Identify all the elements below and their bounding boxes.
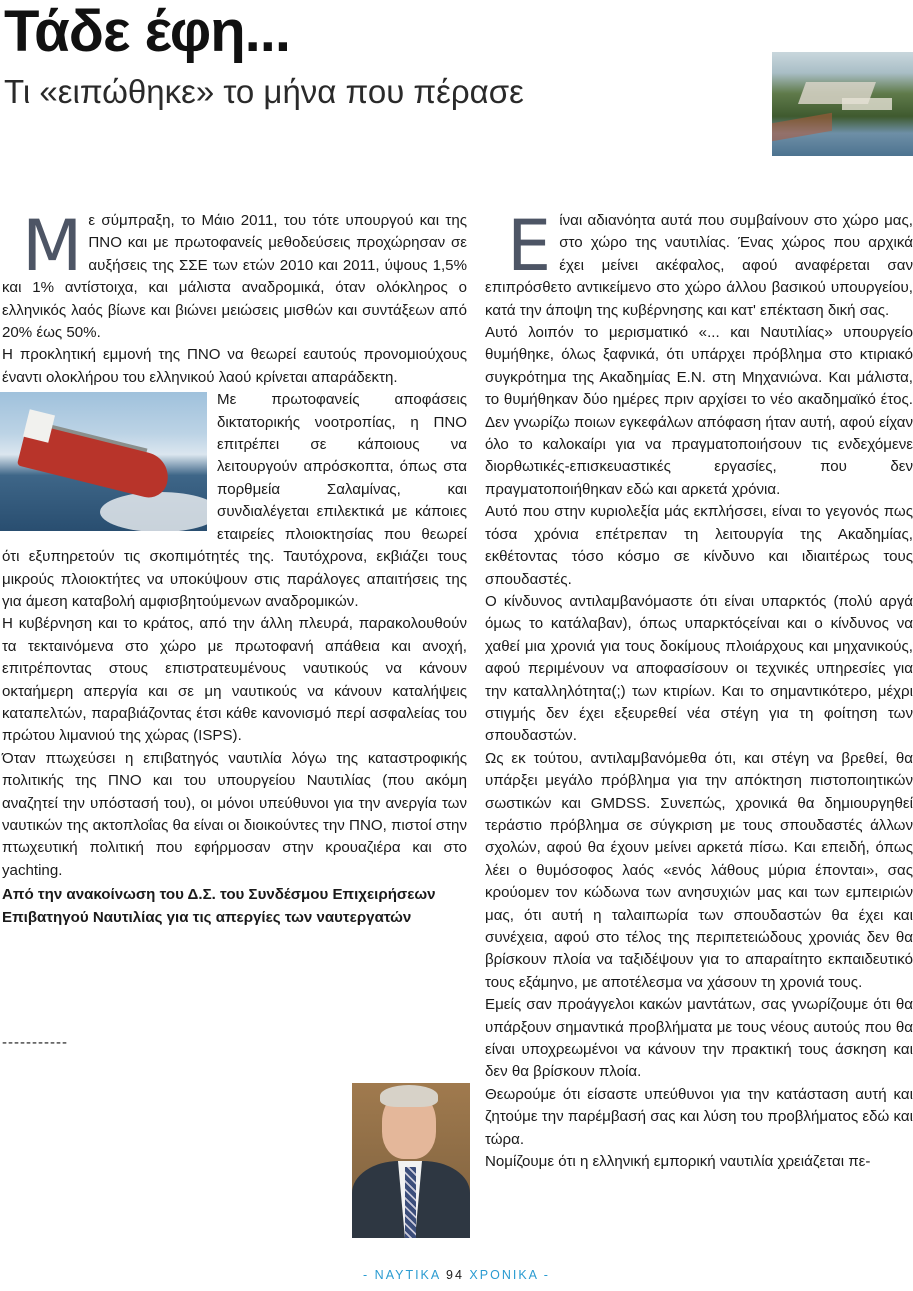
- paragraph: [2, 205, 467, 344]
- paragraph: Ο κίνδυνος αντιλαμβανόμαστε ότι είναι υπαρκτός (πολύ αργά όμως το κατάλαβαν), όπως υπαρκτόςείναι και ο κίνδυνος να χαθεί μια χρονιά για τους δοκίμους πλοιάρχους και μηχανικούς, αφού περιμένουν να αποφασίσουν οι τεχνικές υπηρεσίες για την καταλληλότητα(;) των κτιρίων. Και το σημαντικότερο, μέχρι στιγμής δεν έχει εξευρεθεί νέα στέγη για τη φοίτηση των σπουδαστών.: [485, 592, 913, 745]
- paragraph-text: Με πρωτοφανείς αποφάσεις δικτατορικής νοοτροπίας, η ΠΝΟ επιτρέπει σε κάποιους να λειτουργούν απρόσκοπτα, όπως στα πορθμεία Σαλαμίνας, και συνδιαλέγεται επιλεκτικά με κάποιες εταιρείες πλοιοκτησίας που θεωρεί ότι εξυπηρετούν τις σκοπιμότητές της. Ταυτόχρονα, εκβιάζει τους μικρούς πλοιοκτήτες να υποκύψουν στις παράλογες απαιτήσεις της για άμεση καταβολή αμφισβητούμενων αναδρομικών.: [2, 391, 467, 610]
- page-footer: [0, 1268, 913, 1282]
- paragraph: [2, 389, 467, 613]
- drop-cap: Ε: [507, 205, 552, 287]
- page-number: 94: [446, 1268, 464, 1282]
- paragraph: Εμείς σαν προάγγελοι κακών μαντάτων, σας γνωρίζουμε ότι θα υπάρξουν σημαντικά προβλήματα με τους νέους αυτούς που θα είναι υποχρεωμένοι να κάνουν την πρακτική τους άσκηση και δεν θα βρίσκουν πλοία.: [485, 996, 913, 1081]
- tanker-ship-photo: [0, 392, 207, 531]
- harbor-aerial-photo: [772, 52, 913, 156]
- paragraph-text: ίναι αδιανόητα αυτά που συμβαίνουν στο χώρο μας, στο χώρο της ναυτιλίας. Ένας χώρος που αρχικά έχει μείνει ακέφαλος, αφού αναφέρεται σαν επιπρόσθετο αντικείμενο στο χώρο άλλου βασικού υπουργείου, κατά την άποψη της κυβέρνησης και κατ' επέκταση δική σας.: [485, 212, 913, 319]
- footer-left: - ΝΑΥΤΙΚΑ: [363, 1268, 441, 1282]
- drop-cap: Μ: [22, 205, 83, 287]
- page-title: Τάδε έφη...: [4, 0, 291, 64]
- paragraph: Αυτό που στην κυριολεξία μάς εκπλήσσει, είναι το γεγονός πως τόσα χρόνια επέτρεπαν τη λειτουργία της Ακαδημίας, εκθέτοντας τόσο κόσμο σε κίνδυνο και ιδιαιτέρως τους σπουδαστές.: [485, 503, 913, 588]
- paragraph: Αυτό λοιπόν το μερισματικό «... και Ναυτιλίας» υπουργείο θυμήθηκε, όλως ξαφνικά, ότι υπάρχει πρόβλημα στο κτιριακό συγκρότημα της Ακαδημίας Ε.Ν. στη Μηχανιώνα. Και μάλιστα, το θυμήθηκαν δύο ημέρες πριν αρχίσει το νέο ακαδημαϊκό έτος. Δεν γνωρίζω ποιων εγκεφάλων απόφαση ήταν αυτή, αφού είχαν όλο το καλοκαίρι για να πραγματοποιήσουν τις ενδεχόμενε διορθωτικές-επισκευαστικές εργασίες, που δεν πραγματοποιήθηκαν εδώ και αρκετά χρόνια.: [485, 324, 913, 498]
- source-attribution: Από την ανακοίνωση του Δ.Σ. του Συνδέσμου Επιχειρήσεων Επιβατηγού Ναυτιλίας για τις απεργίες των ναυτεργατών: [2, 886, 436, 926]
- paragraph: Νομίζουμε ότι η ελληνική εμπορική ναυτιλία χρειάζεται πε-: [485, 1153, 871, 1171]
- page-subtitle: Τι «ειπώθηκε» το μήνα που πέρασε: [4, 73, 524, 110]
- footer-right: ΧΡΟΝΙΚΑ -: [469, 1268, 550, 1282]
- paragraph: Η προκλητική εμμονή της ΠΝΟ να θεωρεί εαυτούς προνομιούχους έναντι ολοκλήρου του ελληνικού λαού κρίνεται απαράδεκτη.: [2, 346, 467, 386]
- paragraph: Ως εκ τούτου, αντιλαμβανόμεθα ότι, και στέγη να βρεθεί, θα υπάρξει μεγάλο πρόβλημα για την απόκτηση πιστοποιητικών σωστικών και GMDSS. Συνεπώς, χρονικά θα δημιουργηθεί τεράστιο πρόβλημα σε σύγκριση με τους σπουδαστές άλλων σχολών, αφού θα έχουν μείνει αρκετά πίσω. Και επειδή, όπως λέει ο θυμόσοφος λαός «ενός λάθους μύρια έπονται», σας κρούομεν τον κώδωνα των ανησυχιών μας και των εμπειριών μας, ότι αυτή η ταλαιπωρία των σπουδαστών θα έχει και συνέχεια, αφού στο τέλος της περιπετειώδους χρονιάς δεν θα βρίσκουν πλοία να ταξιδέψουν για το απαραίτητο εκπαιδευτικό τους εξάμηνο, με αποτέλεσμα να χάσουν τη χρονιά τους.: [485, 749, 913, 991]
- left-article-column: [2, 205, 467, 929]
- paragraph: Η κυβέρνηση και το κράτος, από την άλλη πλευρά, παρακολουθούν τα τεκταινόμενα στο χώρο με πρωτοφανή απάθεια και ανοχή, επιτρέποντας στους επιστρατευμένους ναυτικούς να κάνουν οκταήμερη απεργία και σε μη ναυτικούς να κάνουν καταλήψεις καταπελτών, παραβιάζοντας έτσι κάθε κανονισμό περί ασφαλείας του πρώτου λιμανιού της χώρας (ISPS).: [2, 615, 467, 745]
- portrait-photo: [352, 1083, 470, 1238]
- right-article-column: [485, 205, 913, 1173]
- paragraph: Όταν πτωχεύσει η επιβατηγός ναυτιλία λόγω της καταστροφικής πολιτικής της ΠΝΟ και του υπουργείου Ναυτιλίας (που ακόμη αναζητεί την υπόστασή του), οι μόνοι υπεύθυνοι για την ανεργία των ναυτικών της ακτοπλοΐας θα είναι οι διοικούντες την ΠΝΟ, πιστοί στην πτωχευτική πολιτική που εφήρμοσαν στην κρουαζιέρα και στο yachting.: [2, 749, 467, 879]
- separator: -----------: [2, 1034, 68, 1051]
- paragraph: [485, 205, 913, 322]
- paragraph: Θεωρούμε ότι είσαστε υπεύθυνοι για την κατάσταση αυτή και ζητούμε την παρέμβασή σας και λύση του προβλήματος εδώ και τώρα.: [485, 1085, 913, 1148]
- paragraph-text: ε σύμπραξη, το Μάιο 2011, του τότε υπουργού και της ΠΝΟ και με πρωτοφανείς μεθοδεύσεις προχώρησαν σε αυξήσεις της ΣΣΕ των ετών 2010 και 2011, ύψους 1,5% και 1% αντίστοιχα, και μάλιστα αναδρομικά, όταν ολόκληρος ο ελληνικός λαός βίωνε και βιώνει μειώσεις μισθών και συντάξεων από 20% έως 50%.: [2, 212, 467, 342]
